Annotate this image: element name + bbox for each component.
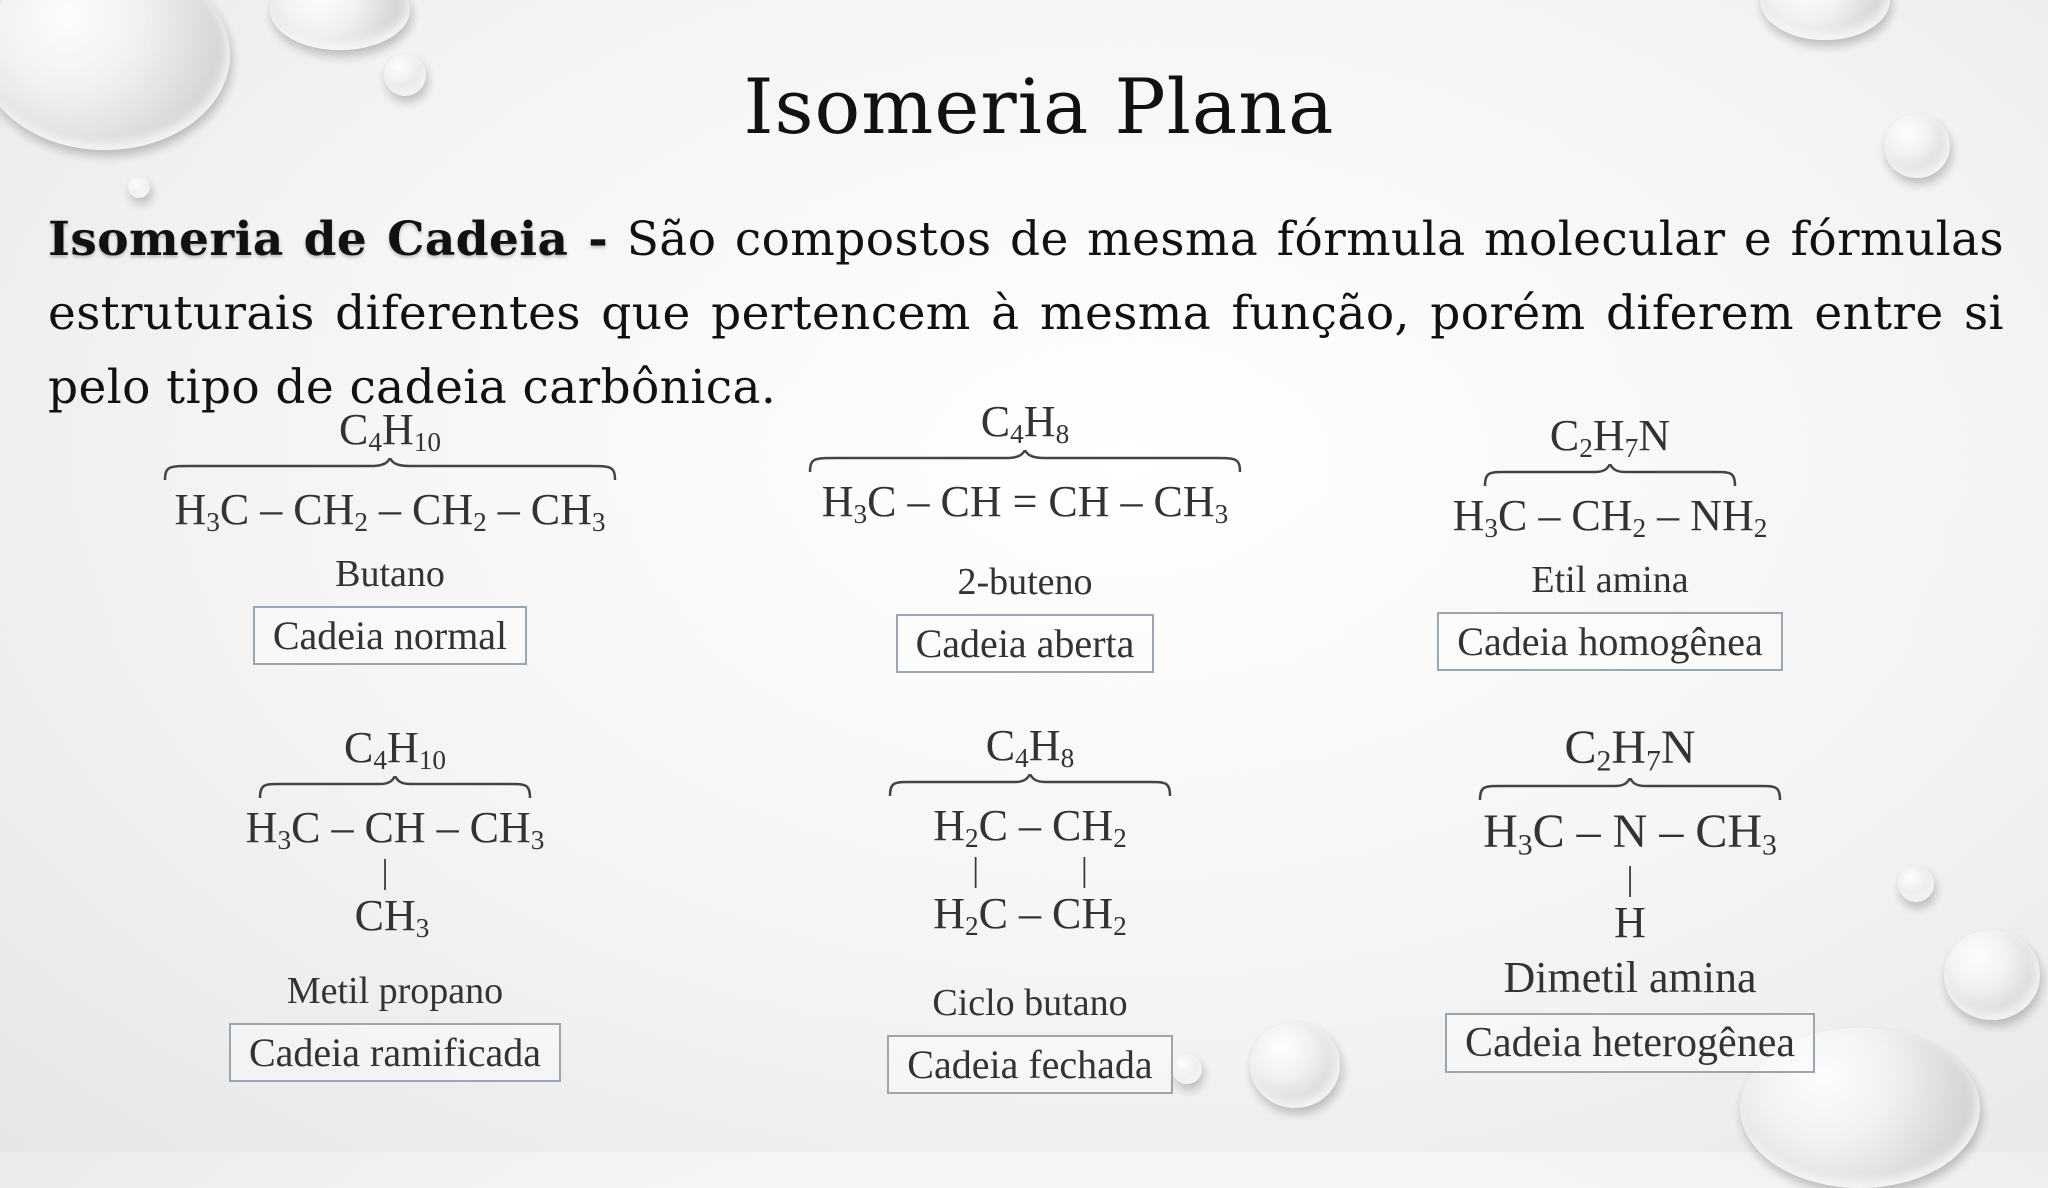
structure: $H_3C - CH_2 - CH_2 - CH_3$ [174, 484, 606, 537]
compound-name: 2-buteno [957, 560, 1093, 603]
compound-name: Dimetil amina [1503, 952, 1757, 1002]
structure: $H_3C$ – CH = CH – $CH_3$ [821, 476, 1229, 529]
brace-icon [255, 776, 535, 802]
compound-name: Metil propano [286, 970, 504, 1013]
brace-icon [1475, 778, 1785, 804]
chain-type-box: Cadeia fechada [887, 1035, 1172, 1094]
chain-type-box: Cadeia homogênea [1437, 612, 1782, 671]
page-title: Isomeria Plana [743, 62, 1335, 151]
chain-type-box: Cadeia ramificada [229, 1023, 561, 1082]
intro-text: São compostos de mesma fórmula molecular e fórmulas estruturais diferentes que pertencem à mesma função, porém diferem entre si pelo tipo de cadeia carbônica. [48, 212, 2004, 415]
formula: $C_4H_{10}$ [343, 723, 447, 775]
structure-branch: H [1614, 897, 1646, 947]
example-dimetilamina [1400, 720, 1860, 1073]
water-drop-decoration [128, 176, 150, 198]
intro-paragraph [48, 203, 2004, 425]
bond-line: | | [972, 851, 1088, 889]
water-drop-decoration [1898, 866, 1934, 902]
structure-bottom: $H_2C - CH_2$ [933, 888, 1127, 941]
example-metilpropano [180, 722, 610, 1082]
bond-line: | [381, 853, 389, 891]
water-drop-decoration [1760, 0, 1890, 40]
structure: $H_3C - CH_2 - NH_2$ [1452, 490, 1768, 543]
example-ciclobutano [830, 720, 1230, 1094]
water-drop-decoration [1250, 1022, 1340, 1108]
water-drop-decoration [270, 0, 410, 50]
bond-line: | [1626, 860, 1634, 898]
structure-branch: $CH_3$ [354, 890, 430, 943]
water-drop-decoration [1944, 930, 2040, 1020]
intro-term: Isomeria de Cadeia - [48, 212, 609, 267]
structure: $H_3C$ – CH – $CH_3$ [245, 802, 545, 855]
brace-icon [805, 450, 1245, 476]
example-buteno [780, 396, 1270, 673]
structure: $H_3C$ – N – $CH_3$ [1483, 805, 1777, 862]
compound-name: Etil amina [1531, 558, 1689, 601]
formula: $C_2H_7N$ [1549, 411, 1671, 463]
structure: $H_2C - CH_2$ [933, 800, 1127, 853]
formula: $C_2H_7N$ [1564, 721, 1696, 778]
formula: $C_4H_8$ [980, 397, 1070, 449]
brace-icon [885, 774, 1175, 800]
compound-name: Butano [335, 552, 445, 595]
example-butano [130, 404, 650, 665]
chain-type-box: Cadeia heterogênea [1445, 1013, 1815, 1073]
example-etilamina [1400, 410, 1820, 671]
brace-icon [160, 458, 620, 484]
formula: $C_4H_8$ [985, 721, 1075, 773]
formula: $C_4H_{10}$ [338, 405, 442, 457]
chain-type-box: Cadeia normal [253, 606, 527, 665]
compound-name: Ciclo butano [932, 982, 1128, 1025]
brace-icon [1480, 464, 1740, 490]
chain-type-box: Cadeia aberta [896, 614, 1155, 673]
